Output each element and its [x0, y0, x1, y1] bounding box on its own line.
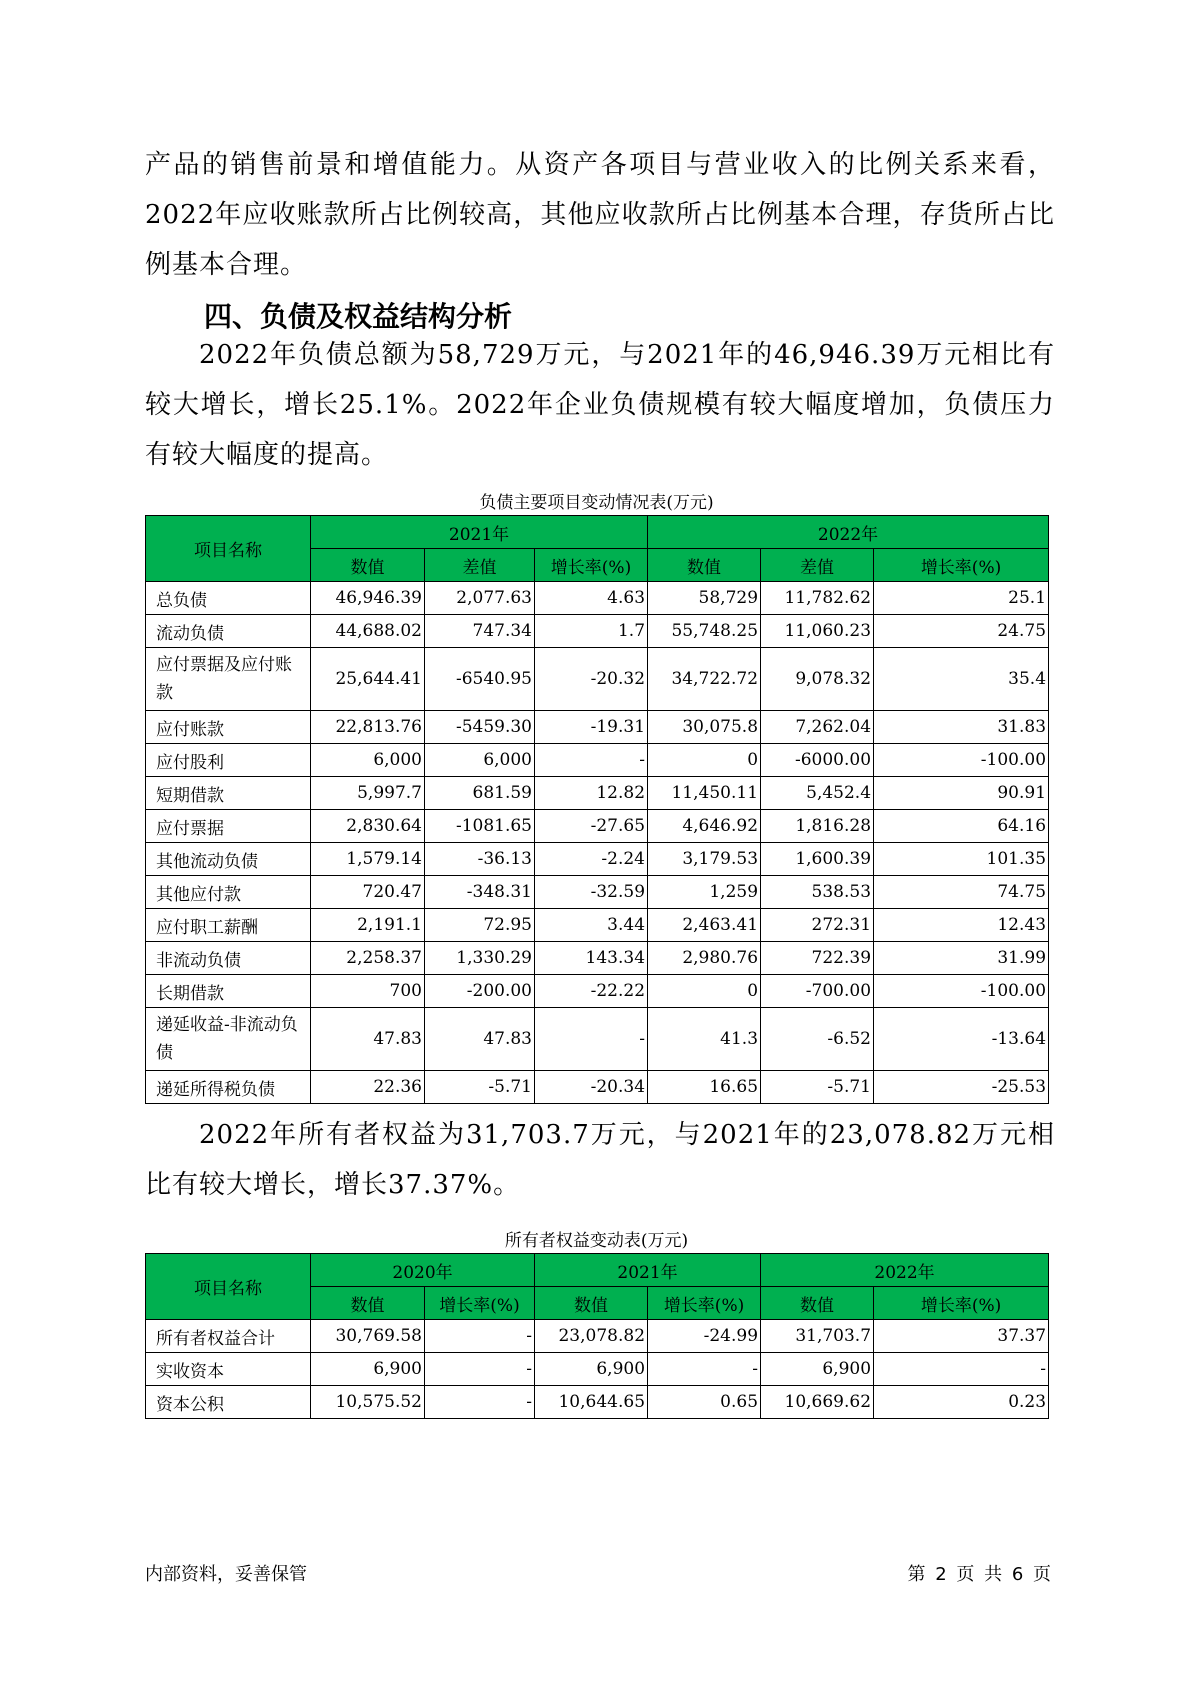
value-cell: 0: [648, 744, 761, 777]
value-cell: -36.13: [425, 843, 535, 876]
row-label-cell: 实收资本: [146, 1353, 311, 1386]
value-cell: -700.00: [761, 975, 874, 1008]
value-cell: 10,669.62: [761, 1386, 874, 1419]
table1-subheader: 差值: [425, 549, 535, 582]
value-cell: 5,997.7: [311, 777, 425, 810]
table-row: [146, 1386, 1049, 1419]
table1-subheader: 数值: [311, 549, 425, 582]
table1-subheader: 增长率(%): [874, 549, 1049, 582]
value-cell: -100.00: [874, 744, 1049, 777]
value-cell: 22.36: [311, 1071, 425, 1104]
equity-table: [145, 1253, 1049, 1419]
table2-caption: 所有者权益变动表(万元): [504, 1231, 689, 1251]
value-cell: -200.00: [425, 975, 535, 1008]
value-cell: -2.24: [535, 843, 648, 876]
value-cell: 11,450.11: [648, 777, 761, 810]
value-cell: 3.44: [535, 909, 648, 942]
table-row: [146, 975, 1049, 1008]
value-cell: 23,078.82: [535, 1320, 648, 1353]
value-cell: -: [425, 1353, 535, 1386]
table-row: [146, 876, 1049, 909]
value-cell: -: [425, 1386, 535, 1419]
row-label-cell: 非流动负债: [146, 942, 311, 975]
value-cell: 2,077.63: [425, 582, 535, 615]
value-cell: 272.31: [761, 909, 874, 942]
value-cell: 22,813.76: [311, 711, 425, 744]
value-cell: -6.52: [761, 1008, 874, 1071]
value-cell: 72.95: [425, 909, 535, 942]
value-cell: 24.75: [874, 615, 1049, 648]
value-cell: 58,729: [648, 582, 761, 615]
table-row: [146, 810, 1049, 843]
value-cell: -: [648, 1353, 761, 1386]
value-cell: 30,769.58: [311, 1320, 425, 1353]
value-cell: 747.34: [425, 615, 535, 648]
table2-year-2021: 2021年: [535, 1254, 761, 1287]
value-cell: 41.3: [648, 1008, 761, 1071]
liabilities-table: [145, 515, 1049, 1104]
table-row: [146, 942, 1049, 975]
table-row: [146, 1320, 1049, 1353]
row-label-cell: 短期借款: [146, 777, 311, 810]
table1-year-2022: 2022年: [648, 516, 1049, 549]
value-cell: 538.53: [761, 876, 874, 909]
value-cell: 10,575.52: [311, 1386, 425, 1419]
table2-subheader: 增长率(%): [648, 1287, 761, 1320]
table1-subheader: 差值: [761, 549, 874, 582]
table-row: [146, 1008, 1049, 1071]
table-row: [146, 648, 1049, 711]
paragraph-liabilities: 2022年负债总额为58,729万元，与2021年的46,946.39万元相比有较大增长，增长25.1%。2022年企业负债规模有较大幅度增加，负债压力有较大幅度的提高。: [145, 340, 1055, 470]
value-cell: 74.75: [874, 876, 1049, 909]
value-cell: 44,688.02: [311, 615, 425, 648]
value-cell: 64.16: [874, 810, 1049, 843]
value-cell: 2,463.41: [648, 909, 761, 942]
value-cell: 3,179.53: [648, 843, 761, 876]
table-row: [146, 1071, 1049, 1104]
table-row: [146, 744, 1049, 777]
row-label-cell: 其他应付款: [146, 876, 311, 909]
table-row: [146, 777, 1049, 810]
value-cell: -20.34: [535, 1071, 648, 1104]
value-cell: 4.63: [535, 582, 648, 615]
value-cell: -19.31: [535, 711, 648, 744]
value-cell: 722.39: [761, 942, 874, 975]
value-cell: -5.71: [425, 1071, 535, 1104]
table1-year-2021: 2021年: [311, 516, 648, 549]
table-row: [146, 582, 1049, 615]
value-cell: -: [425, 1320, 535, 1353]
table2-body: [146, 1320, 1049, 1419]
row-label-cell: 资本公积: [146, 1386, 311, 1419]
table1-body: [146, 582, 1049, 1104]
value-cell: 6,000: [311, 744, 425, 777]
paragraph-asset-ratio: 产品的销售前景和增值能力。从资产各项目与营业收入的比例关系来看，2022年应收账款所占比例较高，其他应收款所占比例基本合理，存货所占比例基本合理。: [145, 150, 1055, 280]
value-cell: 1,579.14: [311, 843, 425, 876]
table2-year-2020: 2020年: [311, 1254, 535, 1287]
value-cell: 681.59: [425, 777, 535, 810]
value-cell: 2,830.64: [311, 810, 425, 843]
value-cell: -: [535, 1008, 648, 1071]
paragraph-equity: 2022年所有者权益为31,703.7万元，与2021年的23,078.82万元相比有较大增长，增长37.37%。: [145, 1120, 1055, 1200]
row-label-cell: 应付票据: [146, 810, 311, 843]
table2-subheader: 数值: [311, 1287, 425, 1320]
value-cell: -6000.00: [761, 744, 874, 777]
value-cell: -5459.30: [425, 711, 535, 744]
value-cell: -20.32: [535, 648, 648, 711]
table2-year-2022: 2022年: [761, 1254, 1049, 1287]
table1-subheader: 增长率(%): [535, 549, 648, 582]
table2-subheader: 数值: [761, 1287, 874, 1320]
value-cell: -6540.95: [425, 648, 535, 711]
value-cell: 4,646.92: [648, 810, 761, 843]
value-cell: 55,748.25: [648, 615, 761, 648]
value-cell: -5.71: [761, 1071, 874, 1104]
footer-confidential-note: 内部资料，妥善保管: [145, 1564, 307, 1585]
value-cell: 1.7: [535, 615, 648, 648]
value-cell: 31.99: [874, 942, 1049, 975]
row-label-cell: 流动负债: [146, 615, 311, 648]
row-label-cell: 总负债: [146, 582, 311, 615]
value-cell: 12.82: [535, 777, 648, 810]
value-cell: 1,330.29: [425, 942, 535, 975]
row-label-cell: 其他流动负债: [146, 843, 311, 876]
value-cell: 9,078.32: [761, 648, 874, 711]
table2-subheader: 增长率(%): [425, 1287, 535, 1320]
value-cell: 5,452.4: [761, 777, 874, 810]
value-cell: -: [874, 1353, 1049, 1386]
value-cell: 7,262.04: [761, 711, 874, 744]
value-cell: -348.31: [425, 876, 535, 909]
footer-page-number: 第 2 页 共 6 页: [907, 1564, 1051, 1585]
value-cell: -13.64: [874, 1008, 1049, 1071]
value-cell: 90.91: [874, 777, 1049, 810]
row-label-cell: 应付票据及应付账款: [146, 648, 311, 711]
row-label-cell: 应付股利: [146, 744, 311, 777]
table2-subheader: 数值: [535, 1287, 648, 1320]
value-cell: 101.35: [874, 843, 1049, 876]
value-cell: 0: [648, 975, 761, 1008]
value-cell: -22.22: [535, 975, 648, 1008]
value-cell: -24.99: [648, 1320, 761, 1353]
value-cell: 6,900: [761, 1353, 874, 1386]
table-row: [146, 843, 1049, 876]
value-cell: 34,722.72: [648, 648, 761, 711]
value-cell: 37.37: [874, 1320, 1049, 1353]
value-cell: 31.83: [874, 711, 1049, 744]
table1-subheader: 数值: [648, 549, 761, 582]
value-cell: 6,900: [311, 1353, 425, 1386]
value-cell: 30,075.8: [648, 711, 761, 744]
value-cell: 0.23: [874, 1386, 1049, 1419]
value-cell: 0.65: [648, 1386, 761, 1419]
table-row: [146, 909, 1049, 942]
table1-name-header: 项目名称: [146, 516, 311, 582]
value-cell: -100.00: [874, 975, 1049, 1008]
value-cell: 12.43: [874, 909, 1049, 942]
row-label-cell: 递延所得税负债: [146, 1071, 311, 1104]
value-cell: 31,703.7: [761, 1320, 874, 1353]
value-cell: 1,600.39: [761, 843, 874, 876]
table2-subheader: 增长率(%): [874, 1287, 1049, 1320]
value-cell: -25.53: [874, 1071, 1049, 1104]
value-cell: -27.65: [535, 810, 648, 843]
row-label-cell: 所有者权益合计: [146, 1320, 311, 1353]
value-cell: 25,644.41: [311, 648, 425, 711]
value-cell: 6,900: [535, 1353, 648, 1386]
value-cell: 35.4: [874, 648, 1049, 711]
value-cell: 25.1: [874, 582, 1049, 615]
value-cell: 720.47: [311, 876, 425, 909]
value-cell: 143.34: [535, 942, 648, 975]
value-cell: 6,000: [425, 744, 535, 777]
table-row: [146, 711, 1049, 744]
value-cell: 2,258.37: [311, 942, 425, 975]
row-label-cell: 应付职工薪酬: [146, 909, 311, 942]
value-cell: -1081.65: [425, 810, 535, 843]
value-cell: 11,060.23: [761, 615, 874, 648]
row-label-cell: 递延收益-非流动负债: [146, 1008, 311, 1071]
value-cell: 11,782.62: [761, 582, 874, 615]
table1-caption: 负债主要项目变动情况表(万元): [479, 493, 714, 513]
value-cell: 2,980.76: [648, 942, 761, 975]
value-cell: 10,644.65: [535, 1386, 648, 1419]
value-cell: 16.65: [648, 1071, 761, 1104]
value-cell: 47.83: [425, 1008, 535, 1071]
value-cell: 700: [311, 975, 425, 1008]
value-cell: 1,816.28: [761, 810, 874, 843]
value-cell: -: [535, 744, 648, 777]
row-label-cell: 应付账款: [146, 711, 311, 744]
row-label-cell: 长期借款: [146, 975, 311, 1008]
value-cell: -32.59: [535, 876, 648, 909]
value-cell: 47.83: [311, 1008, 425, 1071]
value-cell: 2,191.1: [311, 909, 425, 942]
section-heading: 四、负债及权益结构分析: [204, 300, 513, 333]
value-cell: 1,259: [648, 876, 761, 909]
value-cell: 46,946.39: [311, 582, 425, 615]
table-row: [146, 615, 1049, 648]
table-row: [146, 1353, 1049, 1386]
table2-name-header: 项目名称: [146, 1254, 311, 1320]
